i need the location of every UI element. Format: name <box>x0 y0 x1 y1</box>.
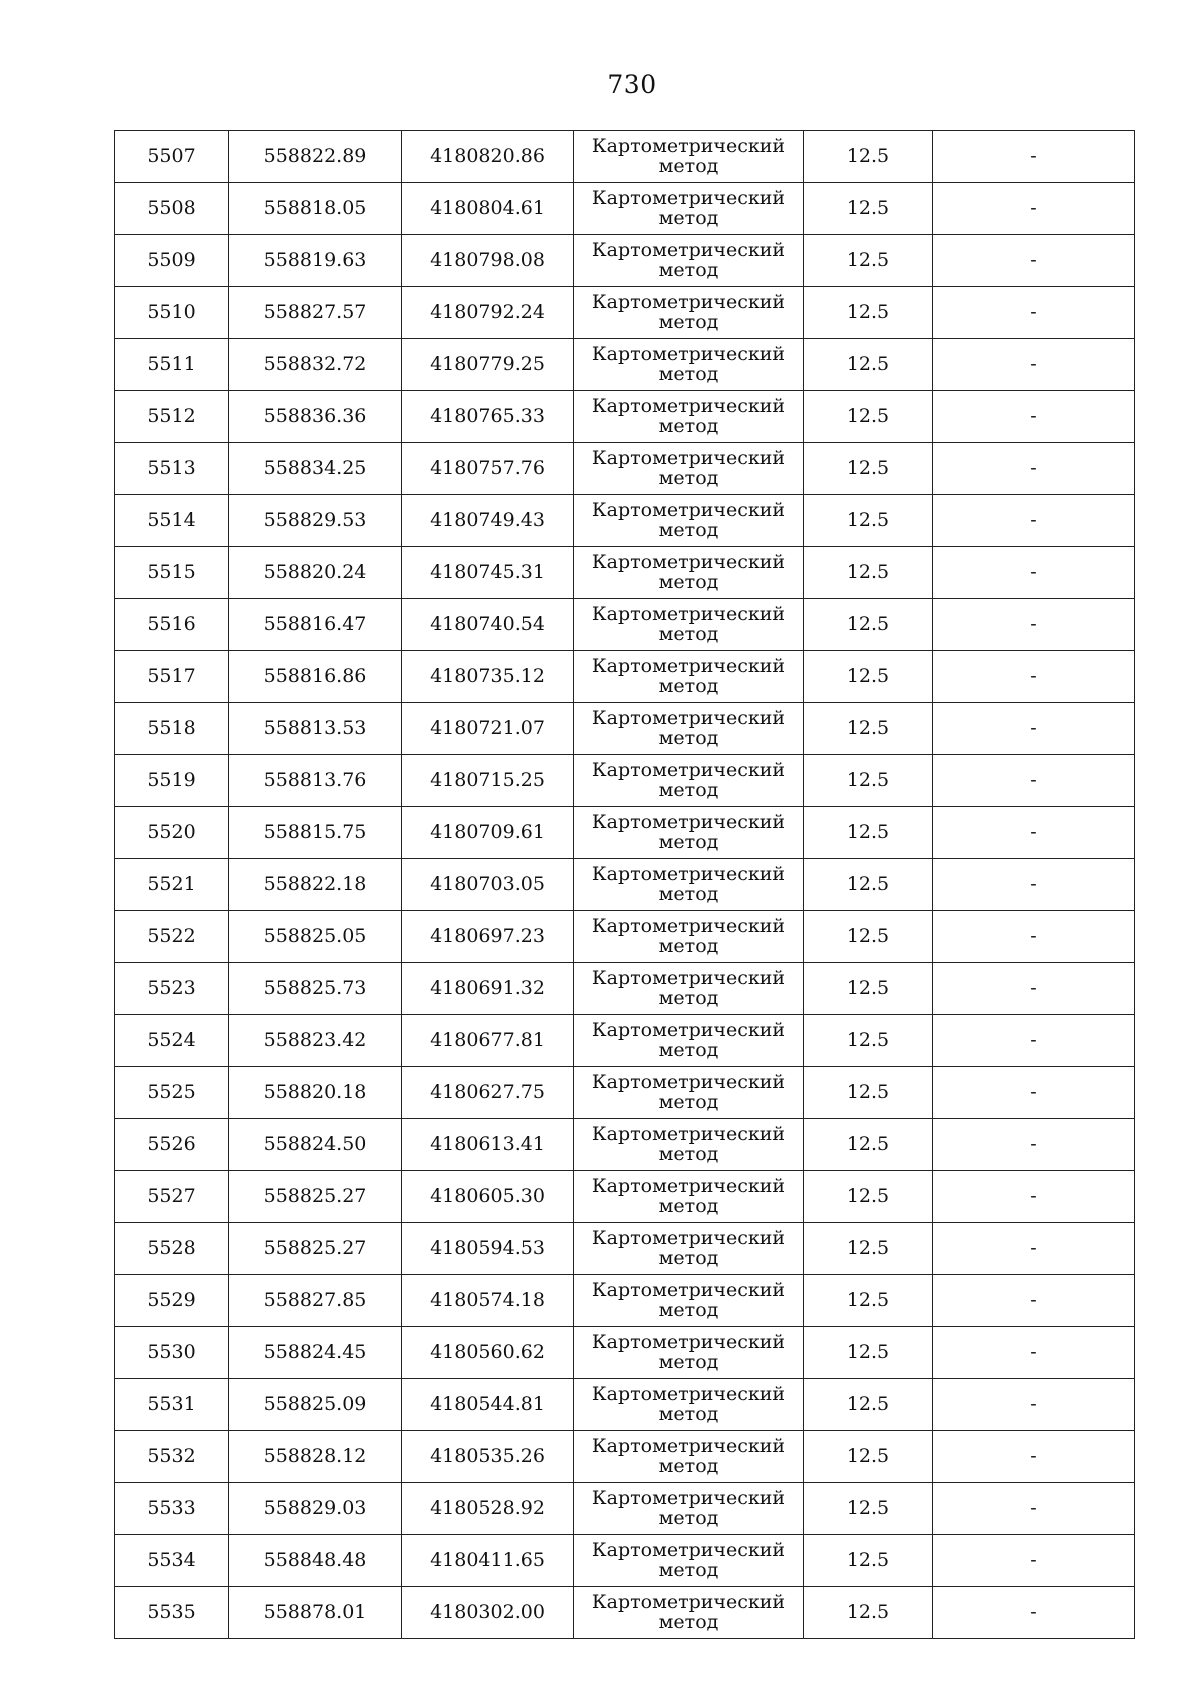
method-line-1: Картометрический <box>591 1070 786 1093</box>
x-coordinate-cell: 558813.53 <box>229 703 402 755</box>
x-coordinate-cell: 558834.25 <box>229 443 402 495</box>
y-coordinate-cell: 4180749.43 <box>402 495 574 547</box>
method-cell <box>574 547 804 599</box>
method-line-2: метод <box>658 570 719 593</box>
method-line-1: Картометрический <box>591 914 786 937</box>
method-cell <box>574 1379 804 1431</box>
method-cell <box>574 1171 804 1223</box>
precision-cell: 12.5 <box>804 1535 933 1587</box>
point-number-cell: 5522 <box>115 911 229 963</box>
x-coordinate-cell: 558825.09 <box>229 1379 402 1431</box>
point-number-cell: 5525 <box>115 1067 229 1119</box>
method-line-2: метод <box>658 1610 719 1633</box>
method-cell <box>574 495 804 547</box>
point-number-cell: 5514 <box>115 495 229 547</box>
y-coordinate-cell: 4180804.61 <box>402 183 574 235</box>
x-coordinate-cell: 558827.57 <box>229 287 402 339</box>
method-cell <box>574 1067 804 1119</box>
y-coordinate-cell: 4180677.81 <box>402 1015 574 1067</box>
method-cell <box>574 287 804 339</box>
method-line-1: Картометрический <box>591 342 786 365</box>
table-row <box>115 963 1135 1015</box>
method-line-1: Картометрический <box>591 290 786 313</box>
table-row <box>115 1327 1135 1379</box>
point-number-cell: 5535 <box>115 1587 229 1639</box>
table-row <box>115 755 1135 807</box>
table-row <box>115 703 1135 755</box>
method-cell <box>574 911 804 963</box>
note-cell: - <box>933 755 1135 807</box>
method-line-1: Картометрический <box>591 1226 786 1249</box>
precision-cell: 12.5 <box>804 911 933 963</box>
y-coordinate-cell: 4180574.18 <box>402 1275 574 1327</box>
method-line-1: Картометрический <box>591 810 786 833</box>
point-number-cell: 5511 <box>115 339 229 391</box>
table-row <box>115 1431 1135 1483</box>
table-row <box>115 495 1135 547</box>
y-coordinate-cell: 4180528.92 <box>402 1483 574 1535</box>
method-line-2: метод <box>658 1402 719 1425</box>
x-coordinate-cell: 558825.27 <box>229 1223 402 1275</box>
method-line-1: Картометрический <box>591 1590 786 1613</box>
method-line-2: метод <box>658 1558 719 1581</box>
x-coordinate-cell: 558822.18 <box>229 859 402 911</box>
note-cell: - <box>933 1015 1135 1067</box>
note-cell: - <box>933 1171 1135 1223</box>
x-coordinate-cell: 558848.48 <box>229 1535 402 1587</box>
precision-cell: 12.5 <box>804 339 933 391</box>
method-line-1: Картометрический <box>591 862 786 885</box>
method-cell <box>574 1015 804 1067</box>
method-line-2: метод <box>658 622 719 645</box>
precision-cell: 12.5 <box>804 1327 933 1379</box>
method-line-1: Картометрический <box>591 238 786 261</box>
method-cell <box>574 963 804 1015</box>
point-number-cell: 5516 <box>115 599 229 651</box>
y-coordinate-cell: 4180740.54 <box>402 599 574 651</box>
coordinates-table-body <box>115 131 1135 1639</box>
precision-cell: 12.5 <box>804 1223 933 1275</box>
precision-cell: 12.5 <box>804 1119 933 1171</box>
method-line-1: Картометрический <box>591 1278 786 1301</box>
x-coordinate-cell: 558829.03 <box>229 1483 402 1535</box>
point-number-cell: 5520 <box>115 807 229 859</box>
y-coordinate-cell: 4180792.24 <box>402 287 574 339</box>
precision-cell: 12.5 <box>804 1015 933 1067</box>
x-coordinate-cell: 558824.50 <box>229 1119 402 1171</box>
method-cell <box>574 339 804 391</box>
precision-cell: 12.5 <box>804 1379 933 1431</box>
method-line-2: метод <box>658 1246 719 1269</box>
method-line-2: метод <box>658 674 719 697</box>
y-coordinate-cell: 4180715.25 <box>402 755 574 807</box>
point-number-cell: 5510 <box>115 287 229 339</box>
x-coordinate-cell: 558816.47 <box>229 599 402 651</box>
table-row <box>115 1587 1135 1639</box>
table-row <box>115 651 1135 703</box>
point-number-cell: 5509 <box>115 235 229 287</box>
precision-cell: 12.5 <box>804 807 933 859</box>
note-cell: - <box>933 1535 1135 1587</box>
y-coordinate-cell: 4180757.76 <box>402 443 574 495</box>
point-number-cell: 5530 <box>115 1327 229 1379</box>
precision-cell: 12.5 <box>804 1431 933 1483</box>
precision-cell: 12.5 <box>804 755 933 807</box>
x-coordinate-cell: 558823.42 <box>229 1015 402 1067</box>
x-coordinate-cell: 558829.53 <box>229 495 402 547</box>
method-cell <box>574 443 804 495</box>
point-number-cell: 5524 <box>115 1015 229 1067</box>
method-line-2: метод <box>658 466 719 489</box>
y-coordinate-cell: 4180697.23 <box>402 911 574 963</box>
method-line-2: метод <box>658 206 719 229</box>
note-cell: - <box>933 1587 1135 1639</box>
method-line-1: Картометрический <box>591 1174 786 1197</box>
y-coordinate-cell: 4180703.05 <box>402 859 574 911</box>
method-cell <box>574 1119 804 1171</box>
page-number: 730 <box>607 70 657 99</box>
method-line-1: Картометрический <box>591 758 786 781</box>
table-row <box>115 911 1135 963</box>
note-cell: - <box>933 1379 1135 1431</box>
method-line-2: метод <box>658 1350 719 1373</box>
y-coordinate-cell: 4180709.61 <box>402 807 574 859</box>
method-line-1: Картометрический <box>591 1434 786 1457</box>
table-row <box>115 1275 1135 1327</box>
point-number-cell: 5527 <box>115 1171 229 1223</box>
point-number-cell: 5515 <box>115 547 229 599</box>
table-row <box>115 235 1135 287</box>
point-number-cell: 5512 <box>115 391 229 443</box>
precision-cell: 12.5 <box>804 183 933 235</box>
method-line-1: Картометрический <box>591 966 786 989</box>
note-cell: - <box>933 1431 1135 1483</box>
point-number-cell: 5531 <box>115 1379 229 1431</box>
point-number-cell: 5518 <box>115 703 229 755</box>
note-cell: - <box>933 443 1135 495</box>
method-line-1: Картометрический <box>591 186 786 209</box>
x-coordinate-cell: 558820.18 <box>229 1067 402 1119</box>
note-cell: - <box>933 1223 1135 1275</box>
x-coordinate-cell: 558828.12 <box>229 1431 402 1483</box>
precision-cell: 12.5 <box>804 547 933 599</box>
precision-cell: 12.5 <box>804 235 933 287</box>
note-cell: - <box>933 1483 1135 1535</box>
x-coordinate-cell: 558822.89 <box>229 131 402 183</box>
method-cell <box>574 1587 804 1639</box>
method-line-2: метод <box>658 882 719 905</box>
note-cell: - <box>933 131 1135 183</box>
precision-cell: 12.5 <box>804 287 933 339</box>
table-row <box>115 131 1135 183</box>
method-cell <box>574 859 804 911</box>
note-cell: - <box>933 495 1135 547</box>
method-line-1: Картометрический <box>591 1486 786 1509</box>
x-coordinate-cell: 558825.73 <box>229 963 402 1015</box>
table-row <box>115 599 1135 651</box>
note-cell: - <box>933 547 1135 599</box>
x-coordinate-cell: 558813.76 <box>229 755 402 807</box>
table-row <box>115 859 1135 911</box>
note-cell: - <box>933 651 1135 703</box>
precision-cell: 12.5 <box>804 1483 933 1535</box>
note-cell: - <box>933 1275 1135 1327</box>
method-cell <box>574 1483 804 1535</box>
point-number-cell: 5513 <box>115 443 229 495</box>
method-line-1: Картометрический <box>591 602 786 625</box>
x-coordinate-cell: 558832.72 <box>229 339 402 391</box>
x-coordinate-cell: 558827.85 <box>229 1275 402 1327</box>
y-coordinate-cell: 4180798.08 <box>402 235 574 287</box>
x-coordinate-cell: 558824.45 <box>229 1327 402 1379</box>
x-coordinate-cell: 558818.05 <box>229 183 402 235</box>
y-coordinate-cell: 4180535.26 <box>402 1431 574 1483</box>
method-cell <box>574 1431 804 1483</box>
method-line-2: метод <box>658 830 719 853</box>
precision-cell: 12.5 <box>804 1275 933 1327</box>
method-line-2: метод <box>658 1142 719 1165</box>
x-coordinate-cell: 558878.01 <box>229 1587 402 1639</box>
method-cell <box>574 183 804 235</box>
method-line-2: метод <box>658 310 719 333</box>
y-coordinate-cell: 4180765.33 <box>402 391 574 443</box>
x-coordinate-cell: 558820.24 <box>229 547 402 599</box>
method-cell <box>574 235 804 287</box>
method-line-1: Картометрический <box>591 706 786 729</box>
note-cell: - <box>933 807 1135 859</box>
y-coordinate-cell: 4180613.41 <box>402 1119 574 1171</box>
table-row <box>115 1067 1135 1119</box>
precision-cell: 12.5 <box>804 1587 933 1639</box>
point-number-cell: 5517 <box>115 651 229 703</box>
table-row <box>115 1379 1135 1431</box>
x-coordinate-cell: 558815.75 <box>229 807 402 859</box>
note-cell: - <box>933 287 1135 339</box>
table-row <box>115 339 1135 391</box>
method-cell <box>574 703 804 755</box>
note-cell: - <box>933 1119 1135 1171</box>
method-line-2: метод <box>658 1038 719 1061</box>
point-number-cell: 5521 <box>115 859 229 911</box>
method-line-2: метод <box>658 362 719 385</box>
note-cell: - <box>933 391 1135 443</box>
point-number-cell: 5507 <box>115 131 229 183</box>
method-line-2: метод <box>658 1194 719 1217</box>
note-cell: - <box>933 183 1135 235</box>
method-cell <box>574 599 804 651</box>
method-line-1: Картометрический <box>591 498 786 521</box>
note-cell: - <box>933 1067 1135 1119</box>
point-number-cell: 5519 <box>115 755 229 807</box>
method-line-1: Картометрический <box>591 394 786 417</box>
precision-cell: 12.5 <box>804 651 933 703</box>
point-number-cell: 5523 <box>115 963 229 1015</box>
precision-cell: 12.5 <box>804 963 933 1015</box>
precision-cell: 12.5 <box>804 1171 933 1223</box>
note-cell: - <box>933 599 1135 651</box>
note-cell: - <box>933 859 1135 911</box>
table-row <box>115 1223 1135 1275</box>
method-cell <box>574 1535 804 1587</box>
y-coordinate-cell: 4180302.00 <box>402 1587 574 1639</box>
x-coordinate-cell: 558819.63 <box>229 235 402 287</box>
precision-cell: 12.5 <box>804 599 933 651</box>
point-number-cell: 5532 <box>115 1431 229 1483</box>
precision-cell: 12.5 <box>804 495 933 547</box>
note-cell: - <box>933 1327 1135 1379</box>
table-row <box>115 1483 1135 1535</box>
y-coordinate-cell: 4180779.25 <box>402 339 574 391</box>
method-line-1: Картометрический <box>591 654 786 677</box>
method-cell <box>574 131 804 183</box>
method-cell <box>574 755 804 807</box>
note-cell: - <box>933 703 1135 755</box>
method-cell <box>574 1223 804 1275</box>
method-line-2: метод <box>658 934 719 957</box>
y-coordinate-cell: 4180594.53 <box>402 1223 574 1275</box>
method-line-2: метод <box>658 258 719 281</box>
y-coordinate-cell: 4180560.62 <box>402 1327 574 1379</box>
y-coordinate-cell: 4180820.86 <box>402 131 574 183</box>
note-cell: - <box>933 911 1135 963</box>
method-cell <box>574 807 804 859</box>
note-cell: - <box>933 963 1135 1015</box>
method-line-2: метод <box>658 986 719 1009</box>
note-cell: - <box>933 339 1135 391</box>
x-coordinate-cell: 558825.27 <box>229 1171 402 1223</box>
method-line-1: Картометрический <box>591 1018 786 1041</box>
y-coordinate-cell: 4180721.07 <box>402 703 574 755</box>
precision-cell: 12.5 <box>804 1067 933 1119</box>
method-line-2: метод <box>658 518 719 541</box>
point-number-cell: 5508 <box>115 183 229 235</box>
y-coordinate-cell: 4180411.65 <box>402 1535 574 1587</box>
method-line-2: метод <box>658 414 719 437</box>
method-line-1: Картометрический <box>591 550 786 573</box>
point-number-cell: 5533 <box>115 1483 229 1535</box>
point-number-cell: 5526 <box>115 1119 229 1171</box>
table-row <box>115 443 1135 495</box>
precision-cell: 12.5 <box>804 443 933 495</box>
table-row <box>115 287 1135 339</box>
method-line-1: Картометрический <box>591 1122 786 1145</box>
y-coordinate-cell: 4180691.32 <box>402 963 574 1015</box>
y-coordinate-cell: 4180627.75 <box>402 1067 574 1119</box>
method-line-2: метод <box>658 1090 719 1113</box>
method-line-2: метод <box>658 778 719 801</box>
method-line-1: Картометрический <box>591 1330 786 1353</box>
table-row <box>115 183 1135 235</box>
y-coordinate-cell: 4180544.81 <box>402 1379 574 1431</box>
precision-cell: 12.5 <box>804 703 933 755</box>
y-coordinate-cell: 4180605.30 <box>402 1171 574 1223</box>
x-coordinate-cell: 558825.05 <box>229 911 402 963</box>
table-row <box>115 391 1135 443</box>
method-line-2: метод <box>658 726 719 749</box>
table-row <box>115 1535 1135 1587</box>
coordinates-table <box>114 130 1135 1639</box>
method-cell <box>574 1327 804 1379</box>
method-line-2: метод <box>658 1298 719 1321</box>
table-row <box>115 1171 1135 1223</box>
y-coordinate-cell: 4180735.12 <box>402 651 574 703</box>
precision-cell: 12.5 <box>804 859 933 911</box>
note-cell: - <box>933 235 1135 287</box>
x-coordinate-cell: 558816.86 <box>229 651 402 703</box>
table-row <box>115 1015 1135 1067</box>
method-line-1: Картометрический <box>591 134 786 157</box>
precision-cell: 12.5 <box>804 131 933 183</box>
method-cell <box>574 391 804 443</box>
method-line-1: Картометрический <box>591 446 786 469</box>
method-line-1: Картометрический <box>591 1538 786 1561</box>
table-row <box>115 807 1135 859</box>
point-number-cell: 5529 <box>115 1275 229 1327</box>
x-coordinate-cell: 558836.36 <box>229 391 402 443</box>
method-line-2: метод <box>658 1454 719 1477</box>
table-row <box>115 1119 1135 1171</box>
y-coordinate-cell: 4180745.31 <box>402 547 574 599</box>
table-row <box>115 547 1135 599</box>
method-cell <box>574 1275 804 1327</box>
point-number-cell: 5534 <box>115 1535 229 1587</box>
method-line-1: Картометрический <box>591 1382 786 1405</box>
precision-cell: 12.5 <box>804 391 933 443</box>
point-number-cell: 5528 <box>115 1223 229 1275</box>
method-line-2: метод <box>658 1506 719 1529</box>
method-line-2: метод <box>658 154 719 177</box>
method-cell <box>574 651 804 703</box>
